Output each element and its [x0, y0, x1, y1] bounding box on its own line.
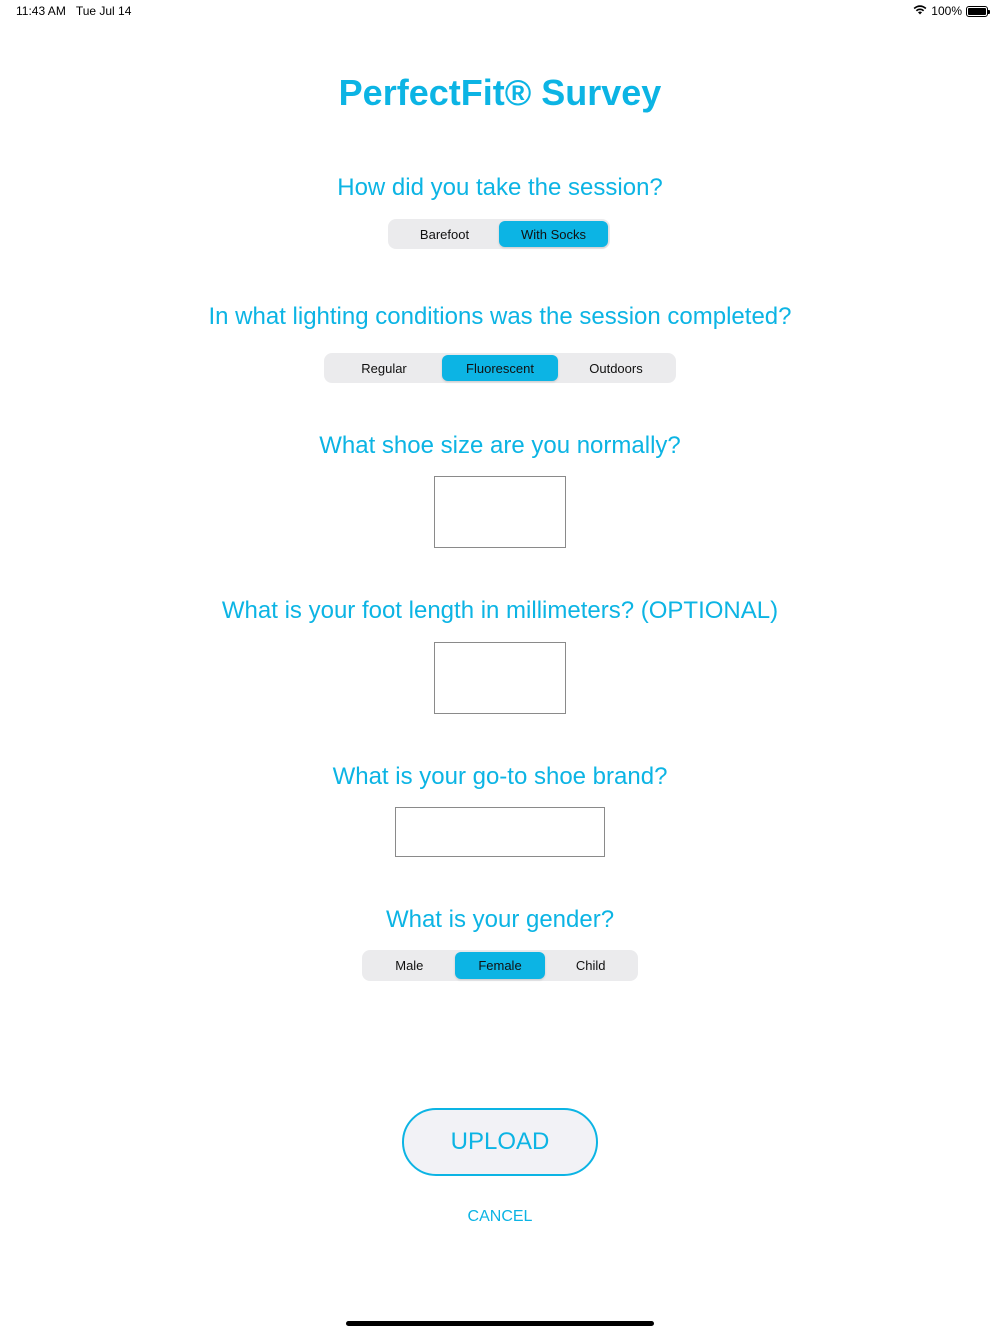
shoe-brand-input[interactable] [395, 807, 605, 857]
segment-child[interactable]: Child [575, 958, 606, 973]
status-bar-right [913, 4, 988, 18]
page-title: PerfectFit® Survey [338, 72, 662, 113]
segment-fluorescent[interactable]: Fluorescent [442, 355, 558, 381]
battery-icon [966, 6, 988, 17]
foot-length-input[interactable] [434, 642, 566, 714]
status-time: 11:43 AM [16, 4, 66, 18]
session-segmented-control [388, 219, 610, 249]
wifi-icon [913, 4, 927, 18]
session-question: How did you take the session? [337, 174, 663, 201]
segment-female[interactable]: Female [455, 952, 546, 979]
shoe-size-question: What shoe size are you normally? [319, 432, 681, 459]
segment-regular[interactable]: Regular [361, 360, 407, 376]
status-bar-left [16, 4, 131, 18]
segment-with-socks[interactable]: With Socks [499, 221, 608, 247]
shoe-size-input[interactable] [434, 476, 566, 548]
upload-button[interactable]: UPLOAD [402, 1108, 598, 1176]
home-indicator[interactable] [346, 1321, 654, 1326]
gender-question: What is your gender? [385, 906, 615, 933]
lighting-question: In what lighting conditions was the session completed? [208, 303, 792, 330]
foot-length-question: What is your foot length in millimeters? (OPTIONAL) [221, 597, 779, 624]
status-date: Tue Jul 14 [75, 4, 132, 18]
lighting-segmented-control [324, 353, 676, 383]
segment-male[interactable]: Male [395, 958, 424, 973]
gender-segmented-control [362, 950, 638, 981]
segment-barefoot[interactable]: Barefoot [419, 226, 470, 242]
shoe-brand-question: What is your go-to shoe brand? [332, 763, 668, 790]
cancel-button[interactable]: CANCEL [467, 1208, 533, 1225]
battery-percent: 100% [931, 4, 962, 18]
segment-outdoors[interactable]: Outdoors [589, 360, 643, 376]
